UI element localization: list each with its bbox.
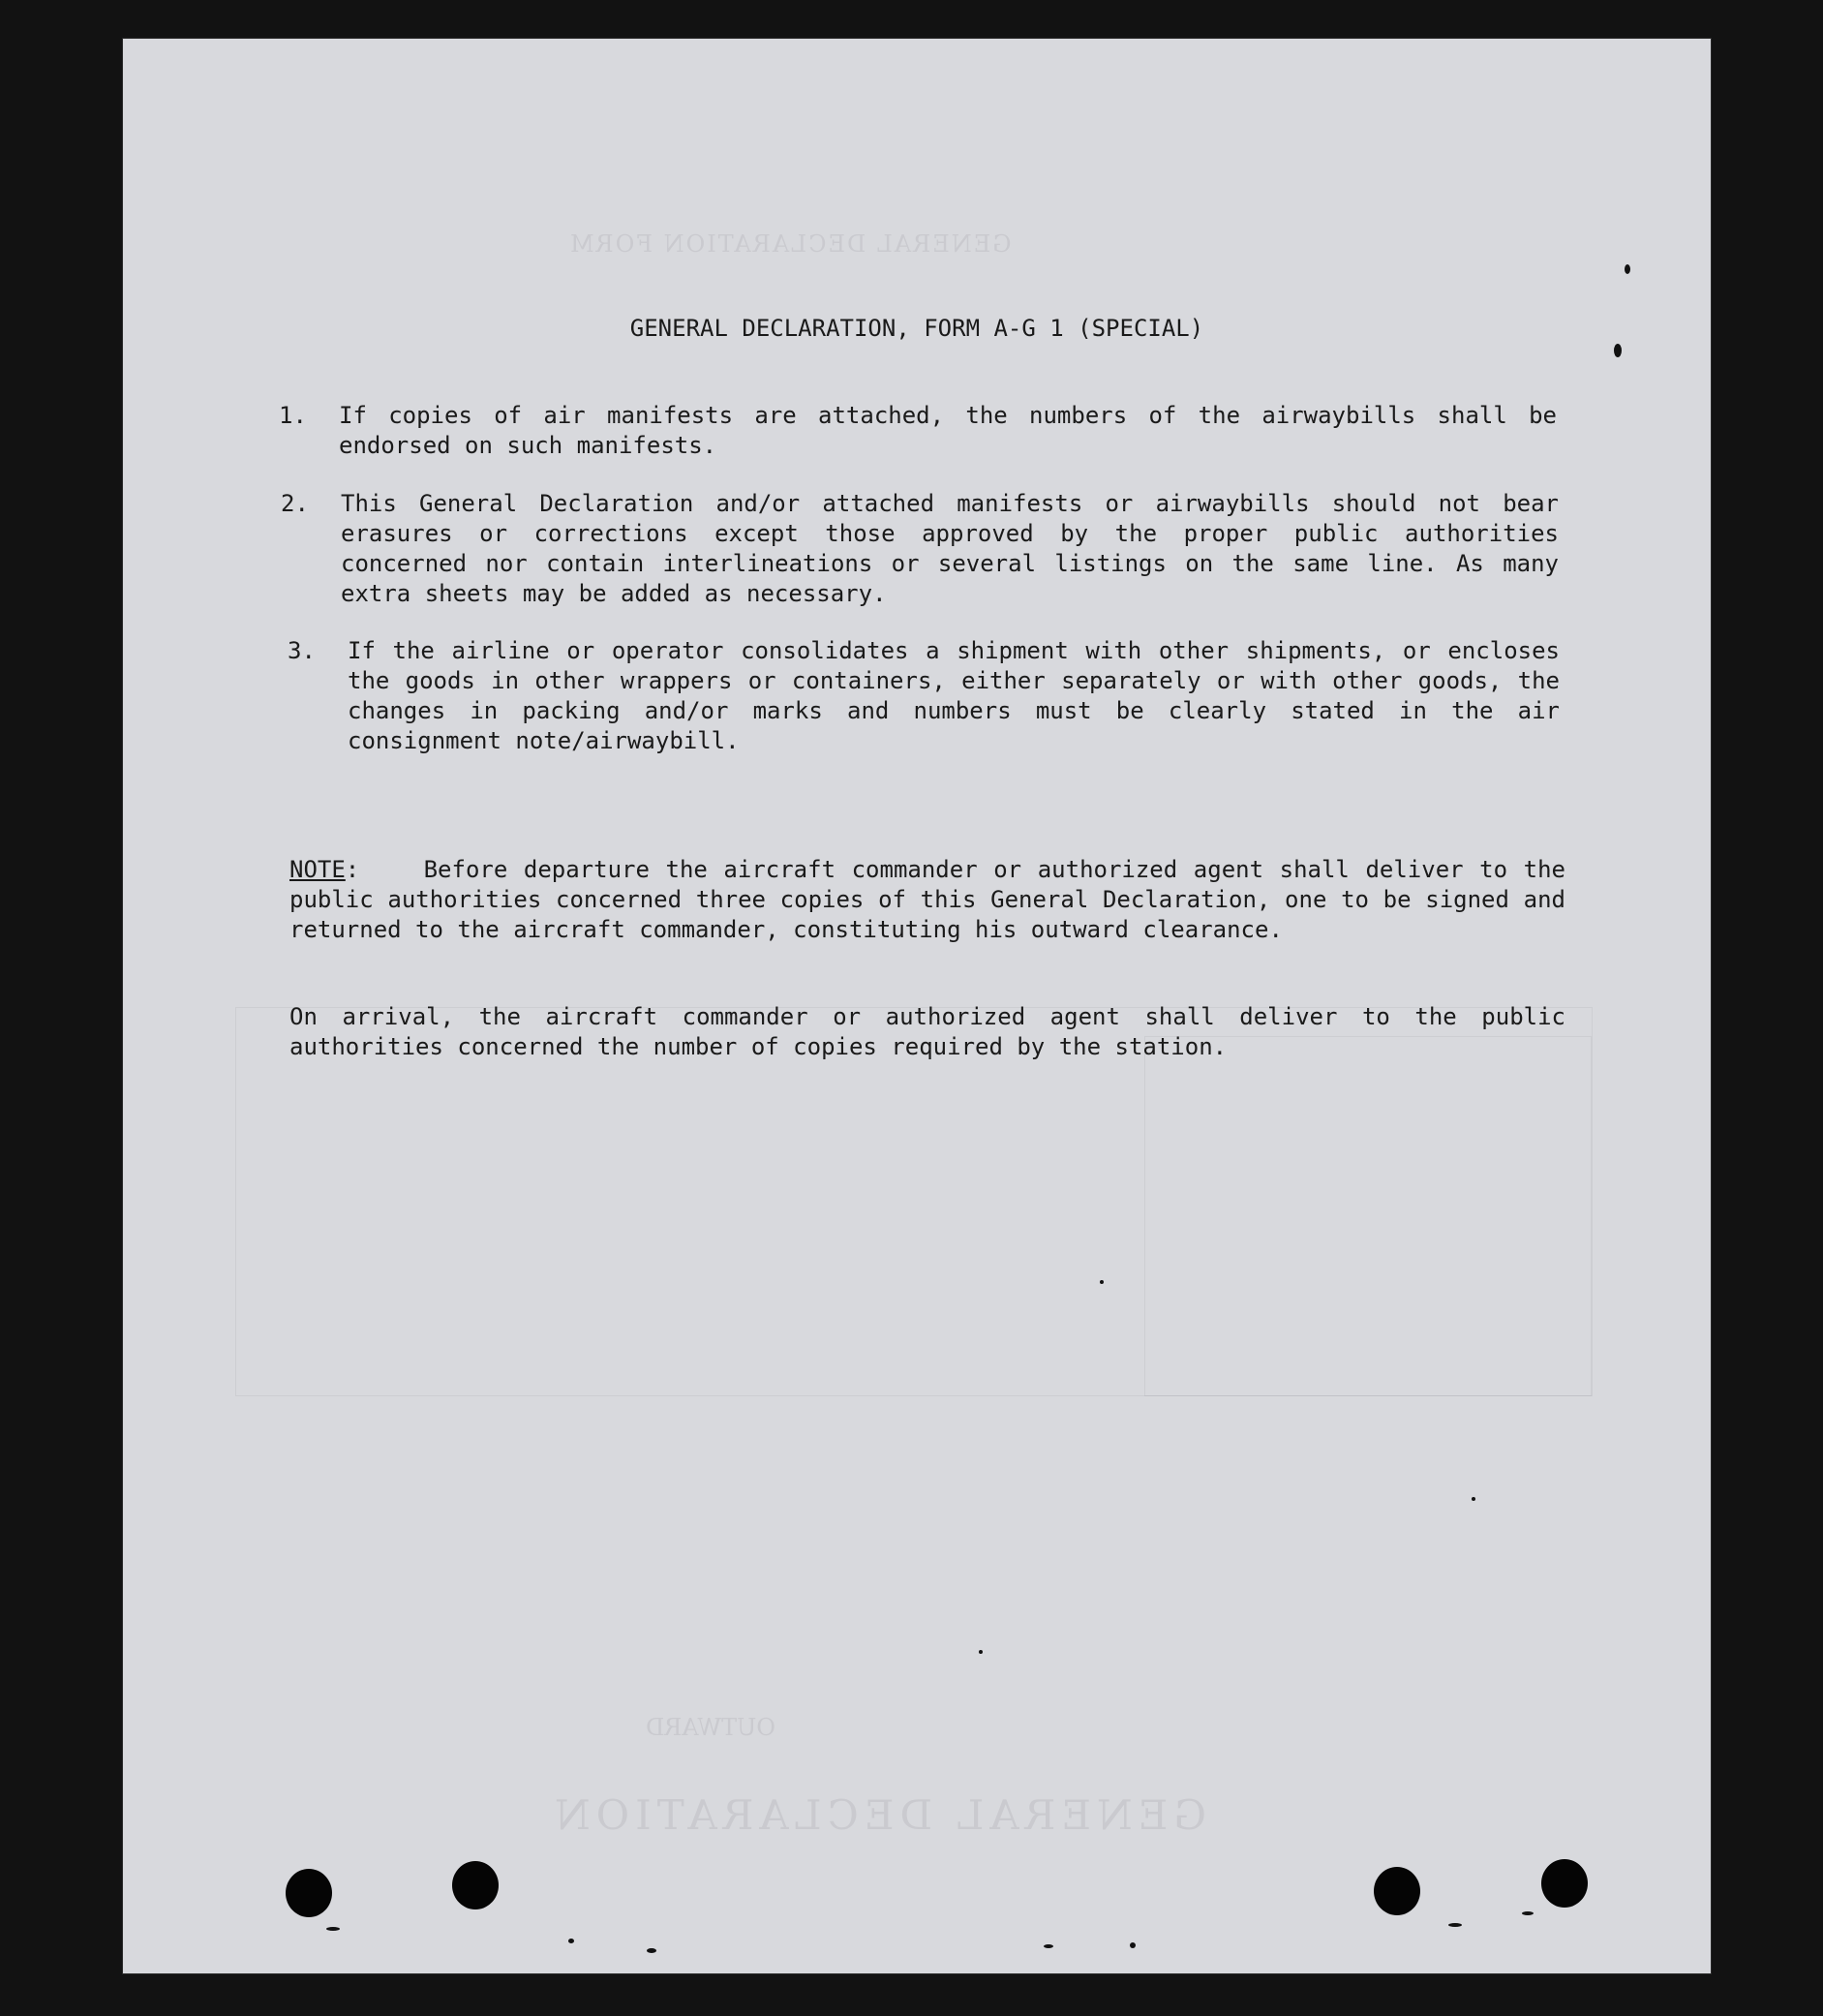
speck: [1614, 344, 1622, 357]
speck: [1522, 1911, 1534, 1915]
speck: [1130, 1942, 1136, 1948]
item-text: If the airline or operator consolidates a shipment with other shipments, or encloses the goods in other wrappers or containers, either separately or with other goods, the changes in packing and/or marks and numbers must be clearly stated in the air consignment note/airwaybill.: [348, 637, 1560, 754]
speck: [326, 1927, 340, 1931]
speck: [1100, 1280, 1104, 1284]
item-text: If copies of air manifests are attached, the numbers of the airwaybills shall be endorsed on such manifests.: [339, 402, 1557, 459]
speck: [568, 1939, 574, 1943]
item-number: 3.: [288, 637, 316, 664]
item-number: 1.: [279, 402, 307, 429]
speck: [1044, 1944, 1053, 1948]
punch-hole: [452, 1861, 499, 1909]
speck: [647, 1948, 656, 1953]
page-title: GENERAL DECLARATION, FORM A-G 1 (SPECIAL): [629, 315, 1204, 342]
arrival-paragraph: On arrival, the aircraft commander or authorized agent shall deliver to the public authorities concerned the number of copies required by the station.: [289, 1003, 1565, 1060]
punch-hole: [1374, 1867, 1420, 1915]
note-paragraph: NOTE: Before departure the aircraft commander or authorized agent shall deliver to the public authorities concerned three copies of this General Declaration, one to be signed and returned to the aircraft commander, constituting his outward clearance.: [289, 856, 1566, 943]
show-through-heading: GENERAL DECLARATION: [549, 1791, 1206, 1839]
note-text: Before departure the aircraft commander or authorized agent shall deliver to the public authorities concerned three copies of this General Declaration, one to be signed and returned to the aircraft commander, constituting his outward clearance.: [289, 856, 1566, 943]
document-page: [123, 39, 1711, 1973]
punch-hole: [1541, 1859, 1588, 1908]
speck: [1448, 1923, 1462, 1927]
speck: [979, 1650, 983, 1654]
item-number: 2.: [281, 490, 309, 517]
item-text: This General Declaration and/or attached manifests or airwaybills should not bear erasures or corrections except those approved by the proper public authorities concerned nor contain interlineations or several listings on the same line. As many extra sheets may be added as necessary.: [341, 490, 1559, 607]
speck: [1625, 264, 1630, 274]
show-through-line: OUTWARD: [646, 1714, 776, 1741]
punch-hole: [286, 1869, 332, 1917]
declaration-text: [123, 39, 1711, 1973]
speck: [1472, 1497, 1475, 1501]
show-through-line: GENERAL DECLARATION FORM: [568, 230, 1012, 258]
note-label: NOTE: [289, 856, 346, 883]
